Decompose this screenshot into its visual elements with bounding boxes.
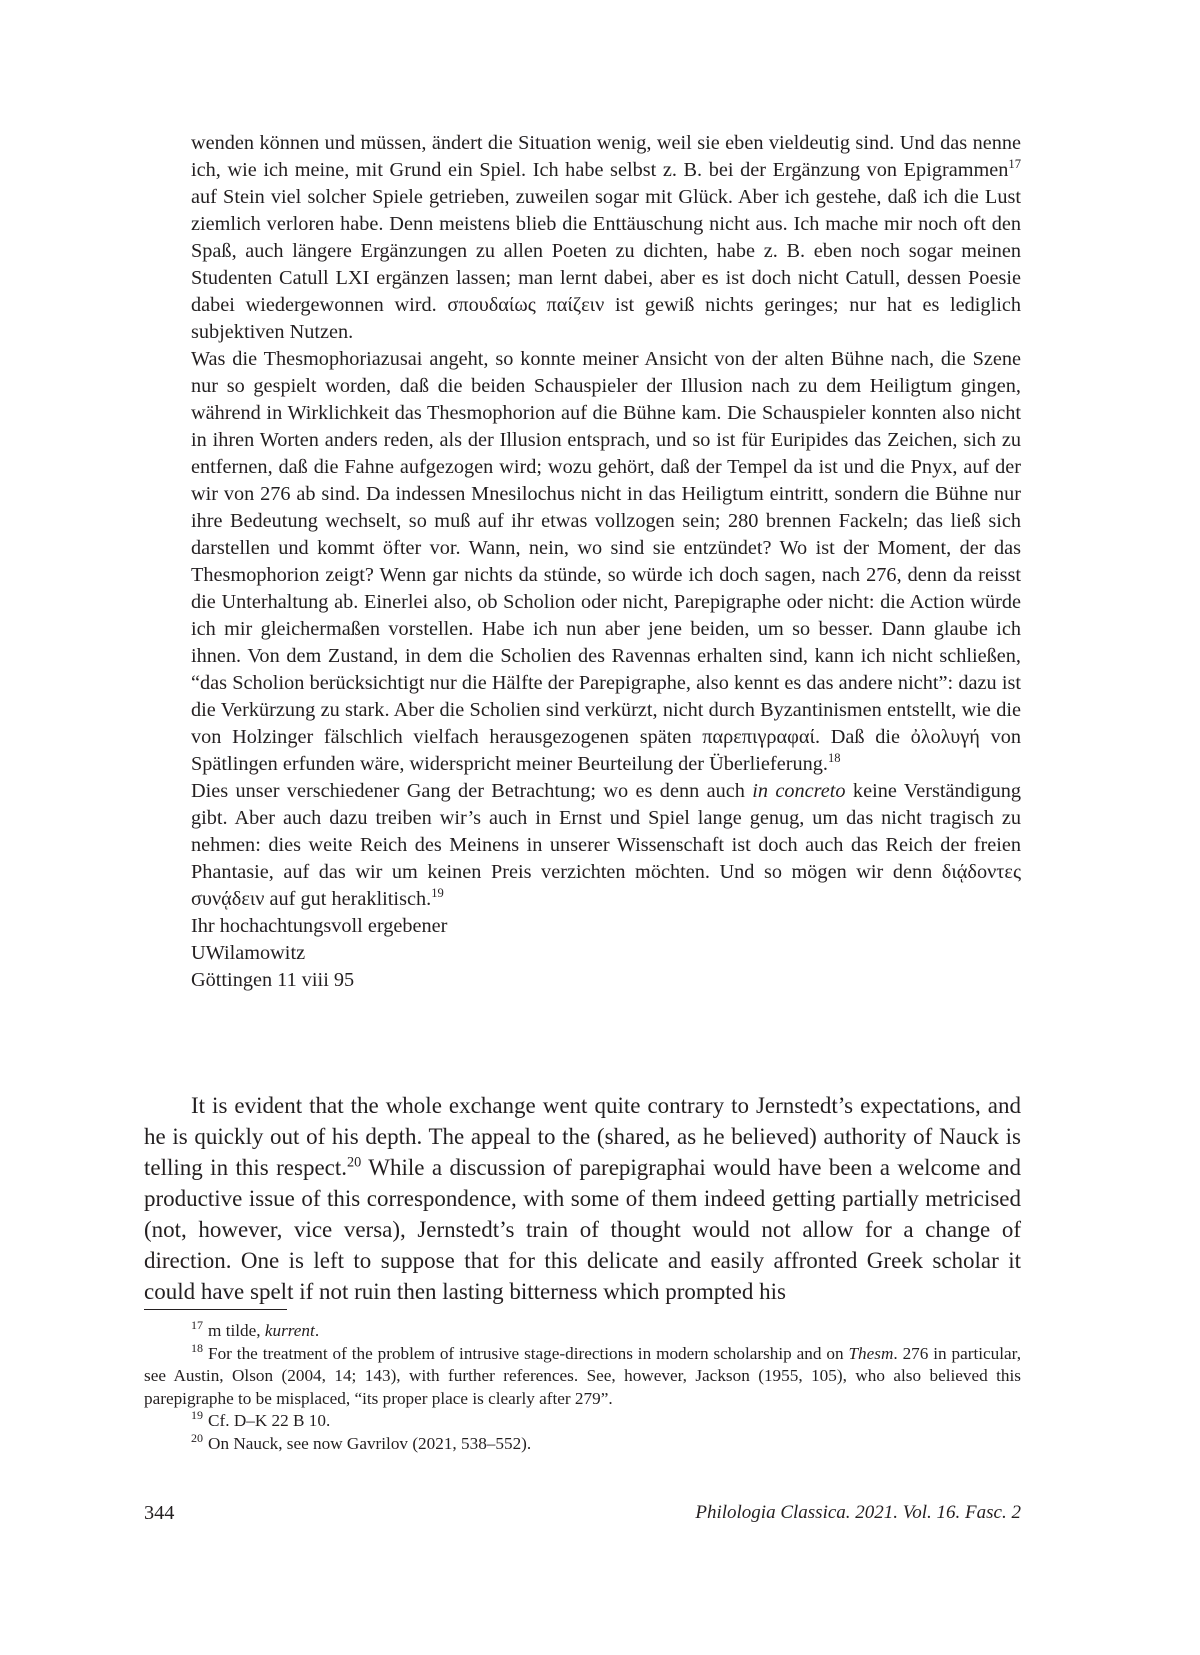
footnote-ref-17[interactable]: 17 [1008,157,1021,172]
footnote-18-text-a: For the treatment of the problem of intrusive stage-directions in modern scholarship and on [208,1343,849,1363]
footnote-18-text-b: . 276 in particular, see Austin, Olson (2004, 14; 143), with further references. See, however, Jackson (1955, 105), who also believed this parepigraphe to be misplaced, “its proper place is clearly after 279”. [144,1343,1021,1408]
letter-paragraph-2 [191,346,1021,778]
running-title: Philologia Classica. 2021. Vol. 16. Fasc. 2 [695,1502,1021,1523]
footnote-20 [144,1430,1021,1456]
footnote-19-text: Cf. D–K 22 B 10. [208,1411,331,1430]
footnote-20-number: 20 [191,1430,204,1445]
commentary-paragraph [144,1090,1021,1307]
letter-paragraph-1-text-a: wenden können und müssen, ändert die Situation wenig, weil sie eben vieldeutig sind. Und das nenne ich, wie ich meine, mit Grund ein Spiel. Ich habe selbst z. B. bei der Ergänzung von Epigrammen [191,132,1021,181]
page-number: 344 [144,1502,175,1524]
letter-paragraph-1 [191,130,1021,346]
footnote-separator [144,1309,287,1310]
footnote-20-text: On Nauck, see now Gavrilov (2021, 538–552). [208,1433,532,1453]
letter-paragraph-3-text-a: Dies unser verschiedener Gang der Betrachtung; wo es denn auch [191,780,753,802]
commentary-text-a: It is evident that the whole exchange went quite contrary to Jernstedt’s expectations, and he is quickly out of his depth. The appeal to the (shared, as he believed) authority of Nauck is telling in this respect. [144,1093,1021,1180]
footnotes [144,1320,1021,1455]
letter-date-place: Göttingen 11 viii 95 [191,969,355,991]
letter-signature: UWilamowitz [191,942,306,964]
footnote-17-text-b: . [314,1321,320,1340]
footnote-19 [144,1410,1021,1433]
footnote-18-italic: Thesm [848,1343,894,1363]
footnote-ref-20[interactable]: 20 [347,1154,362,1171]
letter-block [191,130,1021,994]
footnote-18 [144,1340,1021,1411]
letter-paragraph-2-text: Was die Thesmophoriazusai angeht, so konnte meiner Ansicht von der alten Bühne nach, die Szene nur so gespielt worden, daß die beiden Schauspieler der Illusion nach zu dem Heiligtum gingen, während in Wirklichkeit das Thesmophorion auf die Bühne kam. Die Schauspieler konnten also nicht in ihren Worten anders reden, als der Illusion entsprach, und so ist für Euripides das Zeichen, sich zu entfernen, daß die Fahne aufgezogen wird; wozu gehört, daß der Tempel da ist und die Pnyx, auf der wir von 276 ab sind. Da indessen Mnesilochus nicht in das Heiligtum eintritt, sondern die Bühne nur ihre Bedeutung wechselt, so muß auf ihr etwas vollzogen sein; 280 brennen Fackeln; das ließ sich darstellen und kommt öfter vor. Wann, nein, wo sind sie entzündet? Wo ist der Moment, der das Thesmophorion zeigt? Wenn gar nichts da stünde, so würde ich doch sagen, nach 276, denn da reisst die Unterhaltung ab. Einerlei also, ob Scholion oder nicht, Parepigraphe oder nicht: die Action würde ich mir gleichermaßen vorstellen. Habe ich nun aber jene beiden, um so besser. Dann glaube ich ihnen. Von dem Zustand, in dem die Scholien des Ravennas erhalten sind, kann ich nicht schließen, “das Scholion berücksichtigt nur die Hälfte der Parepigraphe, also kennt es das andere nicht”: dazu ist die Verkürzung zu stark. Aber die Scholien sind verkürzt, nicht durch Byzantinismen entstellt, wie die von Holzinger fälschlich vielfach herausgezogenen späten παρεπιγραφαί. Daß die ὀλολυγή von Spätlingen erfunden wäre, widerspricht meiner Beurteilung der Überlieferung. [191,348,1021,775]
footnote-17-italic: kurrent [264,1321,315,1340]
footnote-19-number: 19 [191,1408,204,1423]
footnote-17-number: 17 [191,1318,204,1333]
letter-paragraph-3-italic: in concreto [752,780,846,802]
letter-paragraph-3 [191,778,1021,913]
footnote-ref-19[interactable]: 19 [431,886,444,901]
letter-paragraph-1-text-b: auf Stein viel solcher Spiele getrieben, zuweilen sogar mit Glück. Aber ich gestehe, daß ich die Lust ziemlich verloren habe. Denn meistens blieb die Enttäuschung nicht aus. Ich mache mir noch oft den Spaß, auch längere Ergänzungen zu allen Poeten zu dichten, habe z. B. eben noch sogar meinen Studenten Catull LXI ergänzen lassen; man lernt dabei, aber es ist doch nicht Catull, dessen Poesie dabei wiedergewonnen wird. σπουδαίως παίζειν ist gewiß nichts geringes; nur hat es lediglich subjektiven Nutzen. [191,186,1021,343]
letter-closing: Ihr hochachtungsvoll ergebener [191,915,448,937]
letter-paragraph-3-text-b: keine Verständigung gibt. Aber auch dazu treiben wir’s auch in Ernst und Spiel lange genug, um das nicht tragisch zu nehmen: dies weite Reich des Meinens in unserer Wissenschaft ist doch auch das Reich der freien Phantasie, auf das wir um keinen Preis verzichten möchten. Und so mögen wir denn διᾴδοντες συνᾴδειν auf gut heraklitisch. [191,780,1022,910]
footnote-18-number: 18 [191,1340,204,1355]
commentary-text-b: While a discussion of parepigraphai would have been a welcome and productive issue of this correspondence, with some of them indeed getting partially metricised (not, however, vice versa), Jernstedt’s train of thought would not allow for a change of direction. One is left to suppose that for this delicate and easily affronted Greek scholar it could have spelt if not ruin then lasting bitterness which prompted his [144,1155,1021,1304]
footnote-17 [144,1320,1021,1343]
footnote-ref-18[interactable]: 18 [827,751,841,766]
footnote-17-text-a: m tilde, [208,1321,265,1340]
